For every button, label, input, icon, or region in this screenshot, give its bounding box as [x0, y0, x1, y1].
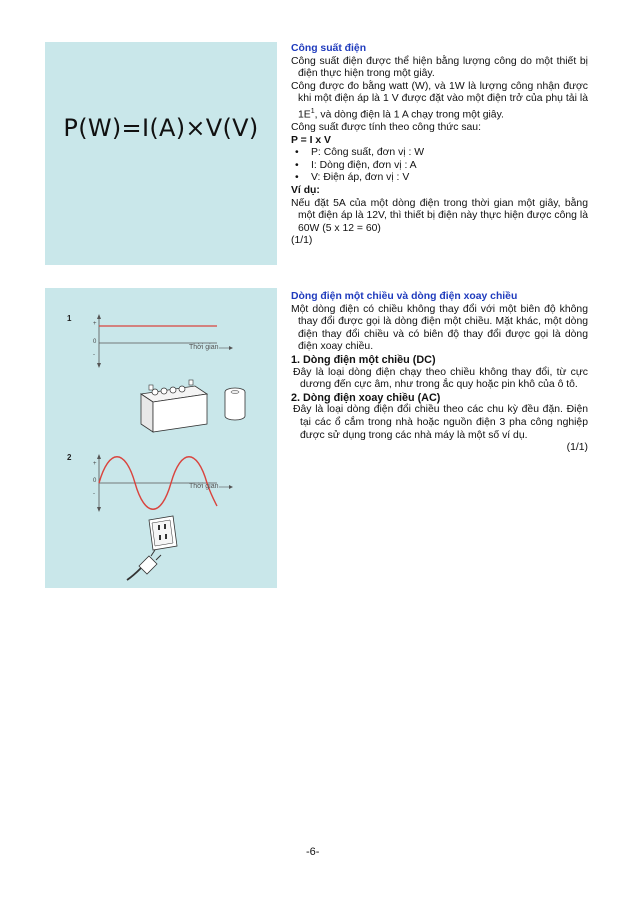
dc-time-label: Thời gian: [189, 344, 219, 351]
plug-icon: [125, 536, 175, 586]
list-item: • V: Điện áp, đơn vị : V: [291, 172, 588, 185]
example-label: Ví dụ:: [291, 185, 320, 196]
paragraph: Một dòng điện có chiều không thay đổi với một biên độ không thay đổi được gọi là dòng điện một chiều. Mặt khác, một dòng điện thay đổi chiều và có biên độ thay đổi được gọi là dòng điện xoay chiều.: [291, 303, 588, 353]
section-title: Công suất điện: [291, 43, 367, 54]
page-number: -6-: [306, 846, 320, 858]
power-section: [291, 43, 588, 248]
list-item: • P: Công suất, đơn vị : W: [291, 147, 588, 160]
unit-list: [291, 147, 588, 185]
dc-minus-label: -: [93, 352, 95, 358]
ac-heading: 2. Dòng điện xoay chiều (AC): [291, 391, 441, 404]
ac-minus-label: -: [93, 491, 95, 497]
paragraph: Công suất điện được thể hiện bằng lượng công do một thiết bị điện thực hiện trong một giây.: [291, 55, 588, 80]
ac-plus-label: +: [93, 461, 97, 467]
ac-text: Đây là loại dòng điện đổi chiều theo các chu kỳ đều đặn. Điện tại các ổ cắm trong nhà hoặc nguồn điện 3 pha công nghiệp được sử dụng trong các nhà máy là một số ví dụ.: [293, 404, 588, 441]
power-formula-figure: [45, 42, 277, 265]
paragraph: Công được đo bằng watt (W), và 1W là lượng công nhận được khi một điện áp là 1 V được đặt vào một điện trở của phụ tải là $1E^1$, và dòng điện là 1 A chạy trong một giây.: [291, 80, 588, 121]
ac-zero-label: 0: [93, 478, 97, 484]
dc-zero-label: 0: [93, 339, 97, 345]
dc-ac-section: [291, 291, 588, 455]
page-ref: (1/1): [291, 235, 313, 247]
formula-line: P = I x V: [291, 134, 331, 146]
dc-text: Đây là loại dòng điện chạy theo chiều không thay đổi, từ cực dương đến cực âm, như trong ắc quy hoặc pin khô của ô tô.: [293, 366, 588, 391]
section-title: Dòng điện một chiều và dòng điện xoay chiều: [291, 291, 518, 302]
dc-ac-figure: [45, 288, 277, 588]
dc-plus-label: +: [93, 321, 97, 327]
figure-label-1: 1: [67, 314, 72, 323]
page-ref: (1/1): [566, 442, 588, 454]
formula-text: P(W)=I(A)×V(V): [63, 114, 259, 142]
figure-label-2: 2: [67, 453, 72, 462]
list-item: • I: Dòng điện, đơn vị : A: [291, 160, 588, 173]
paragraph: Công suất được tính theo công thức sau:: [291, 122, 481, 134]
ac-time-label: Thời gian: [189, 483, 219, 490]
dc-heading: 1. Dòng điện một chiều (DC): [291, 353, 436, 366]
example-text: Nếu đặt 5A của một dòng điện trong thời gian một giây, bằng một điện áp là 12V, thì thiết bị điện này thực hiện được công là 60W (5 x 12 = 60): [291, 197, 588, 234]
